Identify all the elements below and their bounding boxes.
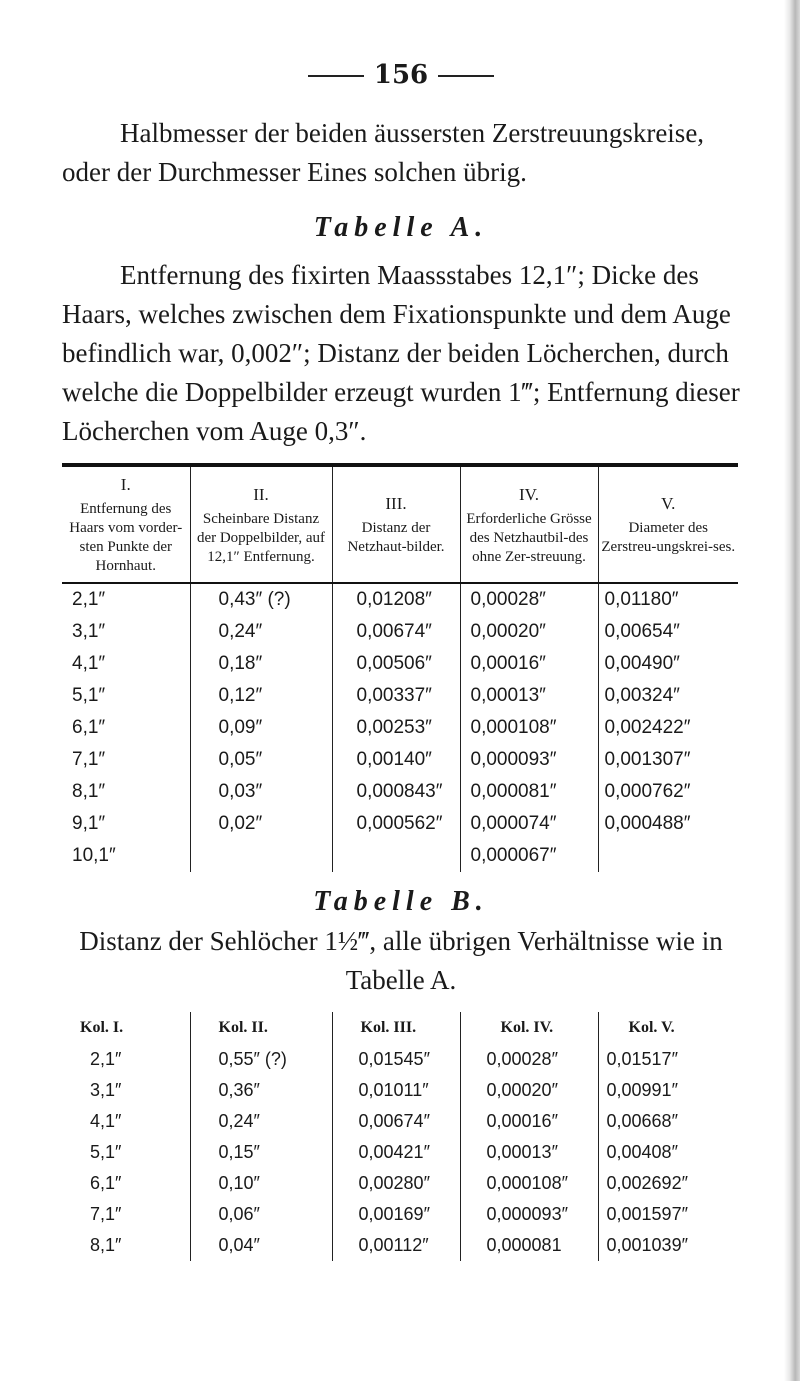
table-cell-col3: 0,00140″ [332,744,460,776]
table-cell-col3: 0,00421″ [332,1137,460,1168]
table-cell-col1: 7,1″ [90,1204,122,1224]
table-cell-col3: 0,000843″ [332,776,460,808]
table-row [62,712,738,744]
table-row [62,744,738,776]
table-cell-col1: 2,1″ [72,589,106,610]
table-cell-col2: 0,18″ [190,648,332,680]
table-a-header-text: Entfernung des Haars vom vorder-sten Punkte der Hornhaut. [69,501,183,574]
table-a-header-row [62,465,738,583]
table-b-header-col4: Kol. IV. [460,1012,598,1044]
table-cell-col2: 0,12″ [190,680,332,712]
table-a-header-num: I. [120,475,131,494]
page-edge-shadow [784,0,800,1381]
table-cell-col4: 0,000074″ [460,808,598,840]
table-cell-col1: 3,1″ [90,1080,122,1100]
table-a-description: Entfernung des fixirten Maassstabes 12,1″; Dicke des Haars, welches zwischen dem Fixationspunkte und dem Auge befindlich war, 0,002″; Distanz der beiden Löcherchen, durch welche die Doppelbilder erzeugt wurden 1‴; Entfernung dieser Löcherchen vom Auge 0,3″. [62,260,740,446]
table-a-header-col1 [62,465,190,583]
page-number [62,60,740,90]
table-row [62,808,738,840]
table-a [62,463,738,872]
table-cell-col4: 0,00016″ [460,1106,598,1137]
page-number-dash-right [438,75,494,77]
table-cell-col2: 0,15″ [190,1137,332,1168]
table-cell-col1: 4,1″ [90,1111,122,1131]
table-cell-col2: 0,02″ [190,808,332,840]
table-cell-col2: 0,43″ (?) [190,583,332,616]
table-cell-col5: 0,00668″ [598,1106,738,1137]
table-cell-col2: 0,05″ [190,744,332,776]
intro-paragraph: Halbmesser der beiden äussersten Zerstreuungskreise, oder der Durchmesser Eines solchen übrig. [62,118,705,187]
table-cell-col4: 0,000093″ [460,744,598,776]
table-a-header-col2 [190,465,332,583]
table-cell-col2: 0,36″ [190,1075,332,1106]
table-cell-col4: 0,000093″ [460,1199,598,1230]
table-cell-col5: 0,00408″ [598,1137,738,1168]
table-cell-col4: 0,00028″ [460,583,598,616]
table-cell-col5: 0,01517″ [598,1044,738,1075]
table-cell-col4: 0,000081 [460,1230,598,1261]
table-cell-col5: 0,001597″ [598,1199,738,1230]
table-a-header-num: III. [385,494,407,513]
table-cell-col4: 0,00013″ [460,680,598,712]
table-row [62,776,738,808]
table-b [62,1012,738,1261]
table-cell-col1: 8,1″ [72,781,106,802]
table-row [62,583,738,616]
table-cell-col3: 0,00674″ [332,616,460,648]
table-cell-col1: 6,1″ [90,1173,122,1193]
table-row [62,1106,738,1137]
table-a-header-col4 [460,465,598,583]
table-cell-col1: 7,1″ [72,749,106,770]
table-cell-col2: 0,10″ [190,1168,332,1199]
table-cell-col4: 0,00028″ [460,1044,598,1075]
table-cell-col3: 0,01208″ [332,583,460,616]
table-cell-col1: 8,1″ [90,1235,122,1255]
table-cell-col5: 0,002692″ [598,1168,738,1199]
table-cell-col1: 3,1″ [72,621,106,642]
table-cell-col4: 0,000081″ [460,776,598,808]
table-cell-col5: 0,001039″ [598,1230,738,1261]
table-cell-col4: 0,00020″ [460,1075,598,1106]
table-cell-col3: 0,00253″ [332,712,460,744]
table-cell-col1: 9,1″ [72,813,106,834]
table-cell-col2: 0,09″ [190,712,332,744]
table-cell-col2: 0,04″ [190,1230,332,1261]
table-cell-col2: 0,24″ [190,1106,332,1137]
table-row [62,1199,738,1230]
table-cell-col3: 0,00112″ [332,1230,460,1261]
table-b-header-col1: Kol. I. [80,1019,124,1036]
table-cell-col2: 0,03″ [190,776,332,808]
table-cell-col3: 0,00280″ [332,1168,460,1199]
table-cell-col5: 0,000762″ [598,776,738,808]
table-cell-col1: 10,1″ [72,845,116,866]
table-a-header-text: Scheinbare Distanz der Doppelbilder, auf 12,1″ Entfernung. [196,510,326,565]
table-row [62,648,738,680]
table-cell-col4: 0,00020″ [460,616,598,648]
table-cell-col4: 0,000067″ [460,840,598,872]
table-a-header-col3 [332,465,460,583]
table-b-header-row [62,1012,738,1044]
table-cell-col3: 0,000562″ [332,808,460,840]
table-row [62,1230,738,1261]
table-cell-col4: 0,000108″ [460,712,598,744]
table-cell-col2: 0,24″ [190,616,332,648]
table-row [62,840,738,872]
table-cell-col3: 0,00169″ [332,1199,460,1230]
table-a-header-num: IV. [519,484,539,504]
table-cell-col5: 0,01180″ [598,583,738,616]
table-cell-col2: 0,55″ (?) [190,1044,332,1075]
table-row [62,680,738,712]
page-number-text: 156 [373,60,429,90]
table-a-header-col5 [598,465,738,583]
table-b-description: Distanz der Sehlöcher 1½‴, alle übrigen Verhältnisse wie in Tabelle A. [79,926,723,995]
table-cell-col5: 0,00654″ [598,616,738,648]
table-cell-col3: 0,00337″ [332,680,460,712]
table-cell-col3: 0,00506″ [332,648,460,680]
table-cell-col5: 0,00490″ [598,648,738,680]
table-cell-col3: 0,01545″ [332,1044,460,1075]
table-b-body [62,1044,738,1261]
table-row [62,616,738,648]
table-b-header-col2: Kol. II. [190,1012,332,1044]
table-cell-col1: 5,1″ [90,1142,122,1162]
table-cell-col1: 6,1″ [72,717,106,738]
table-row [62,1137,738,1168]
table-a-header-num: II. [253,484,269,504]
table-cell-col5: 0,000488″ [598,808,738,840]
table-cell-col5: 0,002422″ [598,712,738,744]
table-cell-col1: 5,1″ [72,685,106,706]
table-cell-col5: 0,00324″ [598,680,738,712]
table-a-header-num: V. [661,494,676,513]
table-row [62,1044,738,1075]
table-a-body [62,583,738,872]
table-row [62,1168,738,1199]
page-number-dash-left [308,75,364,77]
table-cell-col2: 0,06″ [190,1199,332,1230]
table-cell-col1: 2,1″ [90,1049,122,1069]
table-cell-col1: 4,1″ [72,653,106,674]
table-cell-col3: 0,01011″ [332,1075,460,1106]
table-cell-col3: 0,00674″ [332,1106,460,1137]
table-b-header-col5: Kol. V. [598,1012,738,1044]
table-a-header-text: Erforderliche Grösse des Netzhautbil-des ohne Zer-streuung. [466,510,592,565]
table-a-header-text: Distanz der Netzhaut-bilder. [347,520,445,555]
table-cell-col5 [598,840,738,872]
table-cell-col4: 0,00016″ [460,648,598,680]
table-cell-col4: 0,00013″ [460,1137,598,1168]
table-cell-col3 [332,840,460,872]
table-cell-col4: 0,000108″ [460,1168,598,1199]
table-a-title: Tabelle A. [313,212,489,243]
table-cell-col2 [190,840,332,872]
table-b-header-col3: Kol. III. [332,1012,460,1044]
table-cell-col5: 0,00991″ [598,1075,738,1106]
table-b-title: Tabelle B. [313,886,489,917]
table-row [62,1075,738,1106]
table-a-header-text: Diameter des Zerstreu-ungskrei-ses. [601,520,736,555]
table-cell-col5: 0,001307″ [598,744,738,776]
